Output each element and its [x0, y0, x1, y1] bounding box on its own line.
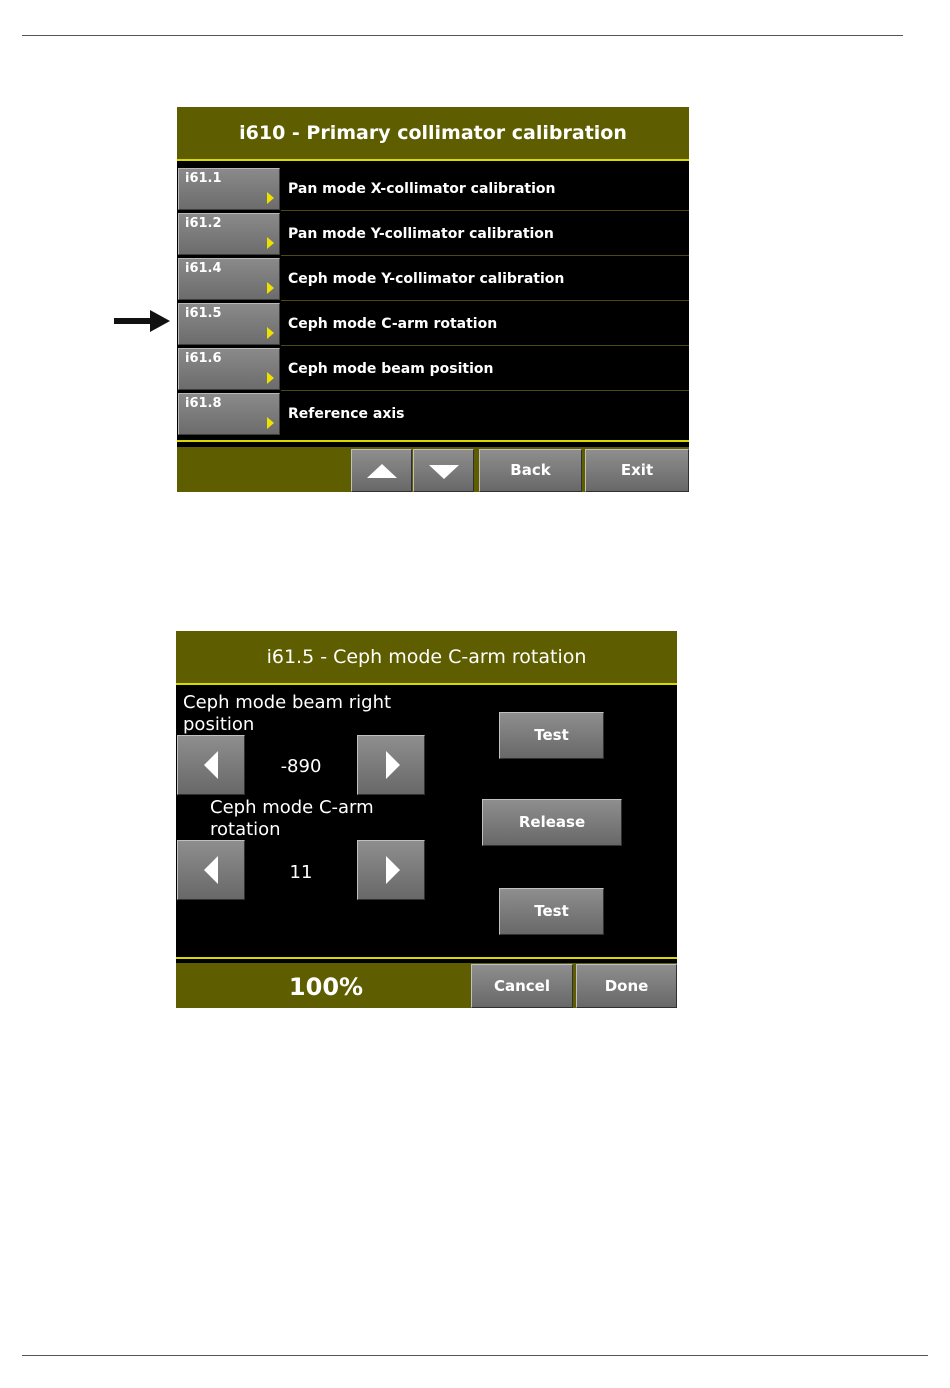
menu-item-label: Ceph mode Y-collimator calibration: [288, 271, 565, 287]
menu-item-code: i61.2: [185, 216, 222, 231]
c-arm-rotation-screen: [176, 631, 677, 1008]
collimator-calibration-menu: [177, 107, 689, 492]
menu-item-label: Ceph mode C-arm rotation: [288, 316, 498, 332]
menu-item-code: i61.6: [185, 351, 222, 366]
menu-item-button[interactable]: [178, 348, 280, 390]
menu-item-code: i61.4: [185, 261, 222, 276]
footer-rule: [22, 1355, 928, 1356]
pointer-arrow-icon: [114, 310, 170, 334]
c-arm-rotation-label-line2: rotation: [210, 819, 281, 840]
c-arm-rotation-value: 11: [289, 862, 313, 883]
menu-item-i61-8[interactable]: [177, 392, 689, 436]
title-divider: [176, 683, 677, 685]
done-button[interactable]: Done: [576, 964, 677, 1008]
menu-item-button[interactable]: [178, 303, 280, 345]
beam-position-label-line1: Ceph mode beam right: [183, 692, 392, 713]
chevron-right-icon: [267, 372, 274, 384]
pointer-arrow-head: [150, 310, 170, 332]
beam-decrease-button[interactable]: [177, 735, 245, 795]
menu-item-i61-1[interactable]: [177, 167, 689, 211]
screen-title: i61.5 - Ceph mode C-arm rotation: [176, 631, 677, 683]
menu-item-i61-6[interactable]: [177, 347, 689, 391]
scroll-down-button[interactable]: [413, 449, 474, 492]
arrow-left-icon: [204, 856, 218, 884]
cancel-button[interactable]: Cancel: [471, 964, 573, 1008]
bottom-bar: [177, 447, 689, 492]
menu-item-label: Pan mode X-collimator calibration: [288, 181, 556, 197]
chevron-right-icon: [267, 327, 274, 339]
menu-item-button[interactable]: [178, 213, 280, 255]
menu-item-i61-2[interactable]: [177, 212, 689, 256]
beam-position-value: -890: [280, 756, 322, 777]
bottom-divider: [177, 440, 689, 442]
pointer-arrow-shaft: [114, 318, 152, 324]
arrow-up-icon: [367, 464, 397, 478]
release-button[interactable]: Release: [482, 799, 622, 846]
beam-position-label-line2: position: [183, 714, 255, 735]
menu-item-code: i61.5: [185, 306, 222, 321]
test-bottom-button[interactable]: Test: [499, 888, 604, 935]
beam-position-label: [183, 692, 391, 736]
header-rule: [22, 35, 903, 36]
row-divider: [281, 345, 689, 346]
arrow-down-icon: [429, 465, 459, 479]
title-divider: [177, 159, 689, 161]
exit-button[interactable]: Exit: [585, 449, 689, 492]
menu-item-i61-5[interactable]: [177, 302, 689, 346]
progress-percent: 100%: [288, 973, 364, 1001]
bottom-bar: [176, 963, 677, 1008]
bottom-divider: [176, 957, 677, 959]
row-divider: [281, 210, 689, 211]
arrow-right-icon: [386, 751, 400, 779]
c-arm-increase-button[interactable]: [357, 840, 425, 900]
beam-increase-button[interactable]: [357, 735, 425, 795]
c-arm-decrease-button[interactable]: [177, 840, 245, 900]
menu-item-button[interactable]: [178, 393, 280, 435]
chevron-right-icon: [267, 237, 274, 249]
menu-item-button[interactable]: [178, 258, 280, 300]
row-divider: [281, 300, 689, 301]
row-divider: [281, 390, 689, 391]
row-divider: [281, 255, 689, 256]
chevron-right-icon: [267, 282, 274, 294]
menu-item-label: Reference axis: [288, 406, 405, 422]
scroll-up-button[interactable]: [351, 449, 412, 492]
c-arm-rotation-label: [210, 797, 374, 841]
chevron-right-icon: [267, 417, 274, 429]
arrow-right-icon: [386, 856, 400, 884]
screen-title: i610 - Primary collimator calibration: [177, 107, 689, 159]
menu-item-code: i61.1: [185, 171, 222, 186]
test-top-button[interactable]: Test: [499, 712, 604, 759]
menu-item-button[interactable]: [178, 168, 280, 210]
c-arm-rotation-label-line1: Ceph mode C-arm: [210, 797, 374, 818]
chevron-right-icon: [267, 192, 274, 204]
menu-item-i61-4[interactable]: [177, 257, 689, 301]
menu-item-label: Pan mode Y-collimator calibration: [288, 226, 554, 242]
menu-item-code: i61.8: [185, 396, 222, 411]
menu-item-label: Ceph mode beam position: [288, 361, 494, 377]
back-button[interactable]: Back: [479, 449, 582, 492]
arrow-left-icon: [204, 751, 218, 779]
